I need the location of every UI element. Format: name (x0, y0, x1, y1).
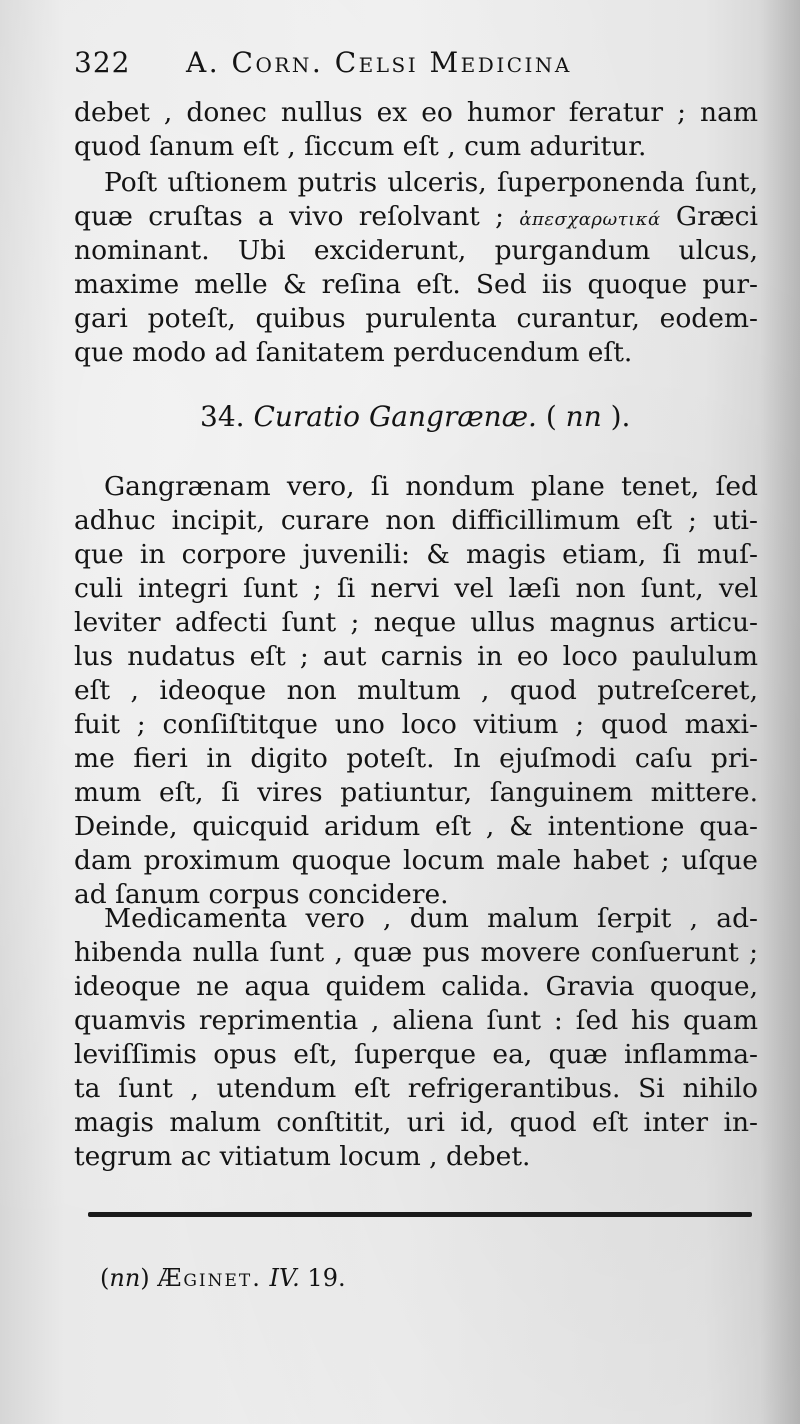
page-header (74, 42, 764, 86)
text-line: culi integri ſunt ; ſi nervi vel læſi non ſunt, vel (74, 573, 758, 604)
text-line: nominant. Ubi exciderunt, purgandum ulcus, (74, 235, 758, 266)
page-edge-shadow (760, 0, 800, 1424)
section-heading (200, 400, 640, 433)
page-number: 322 (74, 46, 131, 79)
text-line: adhuc incipit, curare non difficillimum eſt ; uti- (74, 505, 758, 536)
text-line: Medicamenta vero , dum malum ſerpit , ad- (104, 903, 758, 934)
text-line: quamvis reprimentia , aliena ſunt : ſed his quam (74, 1005, 758, 1036)
text-line: que modo ad ſanitatem perducendum eſt. (74, 337, 633, 368)
text-fragment: quæ cruſtas a vivo reſolvant ; (74, 201, 505, 232)
paragraph-gangraenam (74, 470, 758, 912)
footnote-separator-rule (88, 1212, 752, 1217)
text-line-with-greek (74, 200, 758, 234)
section-number: 34. (200, 400, 245, 433)
text-line: dam proximum quoque locum male habet ; uſque (74, 845, 758, 876)
paragraph-post-ustionem (74, 166, 758, 370)
text-line: Poſt uſtionem putris ulceris, ſuperponenda ſunt, (104, 167, 758, 198)
footnote (100, 1264, 346, 1292)
text-fragment: Græci (675, 201, 758, 232)
text-line: Deinde, quicquid aridum eſt , & intentione qua- (74, 811, 758, 842)
footnote-ref-mark: nn (565, 400, 602, 433)
text-line: hibenda nulla ſunt , quæ pus movere conſuerunt ; (74, 937, 758, 968)
text-line: tegrum ac vitiatum locum , debet. (74, 1141, 531, 1172)
footnote-chapter: 19. (307, 1264, 346, 1292)
text-line: ad ſanum corpus concidere. (74, 879, 449, 910)
footnote-book: IV. (269, 1264, 300, 1292)
footnote-reference (270, 1264, 346, 1292)
text-line: gari poteſt, quibus purulenta curantur, eodem- (74, 303, 758, 334)
text-line: lus nudatus eſt ; aut carnis in eo loco paululum (74, 641, 758, 672)
text-line: Gangrænam vero, ſi nondum plane tenet, ſed (104, 471, 758, 502)
text-line: me fieri in digito poteſt. In ejuſmodi caſu pri- (74, 743, 758, 774)
text-line: que in corpore juvenili: & magis etiam, ſi muſ- (74, 539, 758, 570)
section-title: Curatio Gangrænæ. (253, 400, 537, 433)
paragraph-medicamenta (74, 902, 758, 1174)
text-line: ideoque ne aqua quidem calida. Gravia quoque, (74, 971, 758, 1002)
text-line: eſt , ideoque non multum , quod putreſceret, (74, 675, 758, 706)
running-head: A. Corn. Celsi Medicina (186, 46, 572, 79)
text-line: maxime melle & reſina eſt. Sed iis quoque pur- (74, 269, 758, 300)
text-line: leviter adfecti ſunt ; neque ullus magnus articu- (74, 607, 758, 638)
text-line: debet , donec nullus ex eo humor feratur ; nam (74, 97, 758, 128)
greek-term: ἀπεσχαρωτικά (519, 209, 661, 230)
text-line: ta ſunt , utendum eſt refrigerantibus. Si nihilo (74, 1073, 758, 1104)
paragraph-continued (74, 96, 758, 164)
text-line: quod ſanum eſt , ſiccum eſt , cum aduritur. (74, 131, 647, 162)
text-line: leviſſimis opus eſt, ſuperque ea, quæ inflamma- (74, 1039, 758, 1070)
footnote-mark: (nn) (100, 1264, 150, 1292)
section-footnote-ref: ( nn ). (545, 400, 631, 433)
footnote-mark-text: nn (109, 1264, 141, 1292)
text-line: mum eſt, ſi vires patiuntur, ſanguinem mittere. (74, 777, 758, 808)
footnote-source: Æginet. (157, 1264, 262, 1292)
text-line: magis malum conſtitit, uri id, quod eſt inter in- (74, 1107, 758, 1138)
text-line: fuit ; conſiſtitque uno loco vitium ; quod maxi- (74, 709, 758, 740)
